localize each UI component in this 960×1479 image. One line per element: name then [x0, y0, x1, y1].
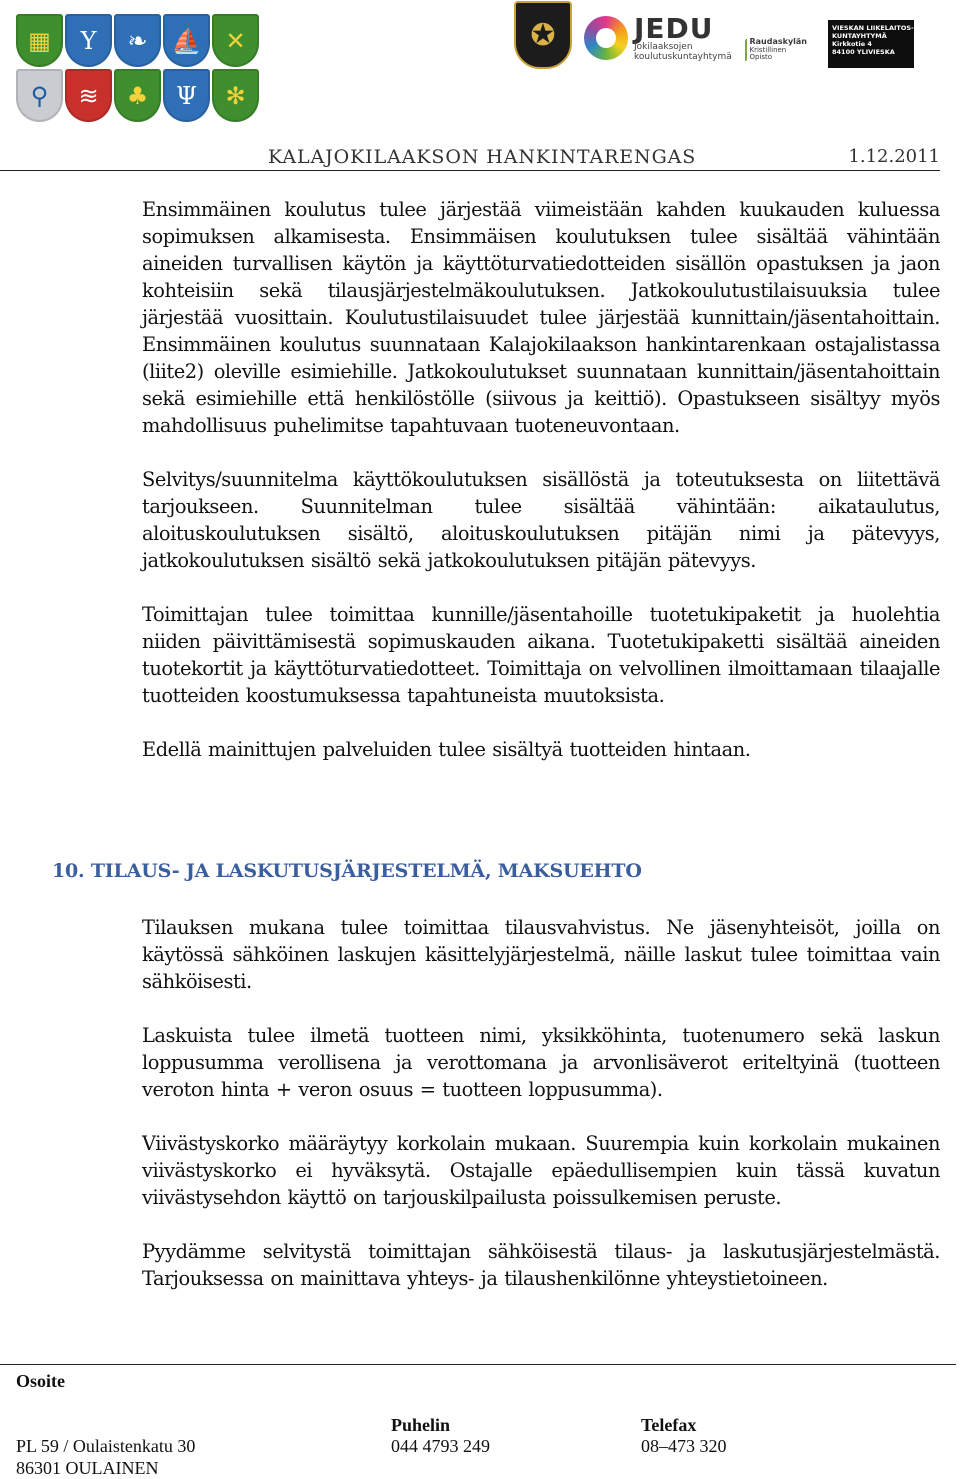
footer-phone: 044 4793 249	[391, 1436, 490, 1456]
anchor-crest-icon: ⚲	[16, 69, 63, 122]
footer-divider	[0, 1364, 956, 1365]
raudaskyla-name: Raudaskylän	[749, 36, 807, 46]
paragraph-product-support: Toimittajan tulee toimittaa kunnille/jäsentahoille tuotetukipaketit ja huolehtia niiden päivittämisestä sopimuskauden aikana. Tuotetukipaketti sisältää aineiden tuotekortit ja käyttöturvatiedotteet. Toimittaja on velvollinen ilmoittamaan tilaajalle tuotteiden koostumuksessa tapahtuneista muutoksista.	[142, 603, 940, 707]
footer-fax-label: Telefax	[641, 1415, 697, 1435]
header-divider	[0, 170, 940, 171]
vieska-line-2: KUNTAYHTYMÄ	[832, 32, 887, 41]
footer-address-label: Osoite	[16, 1371, 65, 1391]
ship-crest-icon: ⛵	[163, 14, 210, 67]
vieska-line-1: VIESKAN LIIKELAITOS-	[832, 24, 914, 32]
tree-crest-icon: Y	[65, 14, 112, 67]
crayfish-crest-icon: ✻	[212, 69, 259, 122]
paragraph-invoice-contents: Laskuista tulee ilmetä tuotteen nimi, yksikköhinta, tuotenumero sekä laskun loppusumma verollisena ja verottomana ja arvonlisäverot eriteltyinä (tuotteen veroton hinta + veron osuus = tuotteen loppusumma).	[142, 1024, 940, 1101]
header-date: 1.12.2011	[848, 146, 940, 167]
forest-crest-icon: ♣	[114, 69, 161, 122]
jedu-sub-1: Jokilaaksojen	[634, 42, 693, 53]
bird-crest-icon: ❧	[114, 14, 161, 67]
section-heading: 10. TILAUS- JA LASKUTUSJÄRJESTELMÄ, MAKSUEHTO	[52, 860, 642, 882]
jedu-logo	[584, 6, 734, 70]
jedu-name: JEDU	[634, 11, 714, 45]
fence-crest-icon: ▦	[16, 14, 63, 67]
police-badge-icon: ✪	[514, 1, 572, 69]
municipal-crests	[16, 14, 266, 124]
footer-phone-label: Puhelin	[391, 1415, 451, 1435]
crossed-tools-crest-icon: ✕	[212, 14, 259, 67]
paragraph-training-plan: Selvitys/suunnitelma käyttökoulutuksen sisällöstä ja toteutuksesta on liitettävä tarjoukseen. Suunnitelman tulee sisältää vähintään: aikataulutus, aloituskoulutuksen sisältö, aloituskoulutuksen pitäjän nimi ja pätevyys, jatkokoulutuksen sisältö sekä jatkokoulutuksen pitäjän pätevyys.	[142, 468, 940, 572]
vieska-logo	[828, 20, 914, 68]
fork-crest-icon: Ψ	[163, 69, 210, 122]
paragraph-electronic-system: Pyydämme selvitystä toimittajan sähköisestä tilaus- ja laskutusjärjestelmästä. Tarjouksessa on mainittava yhteys- ja tilaushenkilönne yhteystietoineen.	[142, 1240, 940, 1290]
paragraph-training: Ensimmäinen koulutus tulee järjestää viimeistään kahden kuukauden kuluessa sopimuksen alkamisesta. Ensimmäisen koulutuksen tulee sisältää vähintään aineiden turvallisen käytön ja käyttöturvatiedotteiden sisällön opastuksen ja jaon kohteisiin sekä tilausjärjestelmäkoulutuksen. Jatkokoulutustilaisuuksia tulee järjestää vuosittain. Koulutustilaisuudet tulee järjestää kunnittain/jäsentahoittain. Ensimmäinen koulutus suunnataan Kalajokilaakson hankintarenkaan ostajalistassa (liite2) oleville esimiehille. Jatkokoulutukset suunnataan kunnittain/jäsentahoittain sekä esimiehille että henkilöstölle (siivous ja keittiö). Opastukseen sisältyy myös mahdollisuus puhelimitse tapahtuvaan tuoteneuvontaan.	[142, 198, 940, 437]
flame-crest-icon: ≋	[65, 69, 112, 122]
paragraph-pricing: Edellä mainittujen palveluiden tulee sisältyä tuotteiden hintaan.	[142, 738, 751, 761]
vieska-line-3: Kirkkotie 4	[832, 40, 872, 49]
police-logo	[514, 2, 572, 68]
leaf-icon	[745, 39, 747, 61]
vieska-line-4: 84100 YLIVIESKA	[832, 48, 895, 57]
body-top	[142, 196, 940, 790]
footer-address-line1: PL 59 / Oulaistenkatu 30	[16, 1436, 196, 1456]
paragraph-order-confirmation: Tilauksen mukana tulee toimittaa tilausvahvistus. Ne jäsenyhteisöt, joilla on käytössä sähköinen laskujen käsittelyjärjestelmä, näille laskut tulee toimittaa vain sähköisesti.	[142, 916, 940, 993]
raudaskyla-logo	[745, 32, 807, 68]
jedu-sub-2: koulutuskuntayhtymä	[634, 51, 732, 62]
jedu-swirl-icon	[584, 16, 628, 60]
footer-address-line2: 86301 OULAINEN	[16, 1458, 159, 1478]
header-title: KALAJOKILAAKSON HANKINTARENGAS	[268, 146, 697, 168]
raudaskyla-sub: Kristillinen Opisto	[749, 45, 787, 62]
body-section	[142, 914, 940, 1319]
paragraph-late-interest: Viivästyskorko määräytyy korkolain mukaan. Suurempia kuin korkolain mukainen viivästyskorko ei hyväksytä. Ostajalle epäedullisempien kuin tässä kuvatun viivästysehdon käyttö on tarjouskilpailusta poissulkemisen peruste.	[142, 1132, 940, 1209]
footer-fax: 08–473 320	[641, 1436, 727, 1456]
